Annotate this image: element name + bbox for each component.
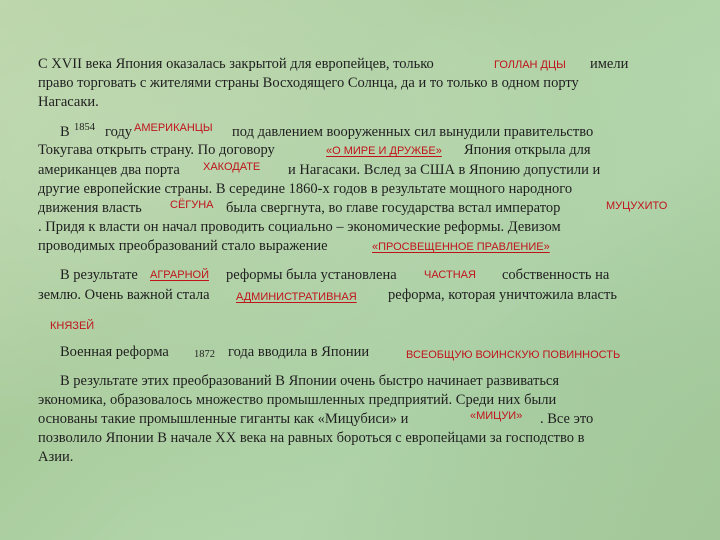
answer-mitsui: «МИЦУИ»: [470, 410, 523, 422]
p4-line1b: года вводила в Японии: [228, 344, 370, 360]
p3-line1a: В результате: [60, 267, 138, 283]
p5-line3b: . Все это: [540, 411, 594, 427]
p5-line2: экономика, образовалось множество промышленных предприятий. Среди них были: [38, 392, 557, 408]
p2-line4: другие европейские страны. В середине 1860-х годов в результате мощного народного: [38, 181, 573, 197]
p2-line2a: Токугава открыть страну. По договору: [38, 142, 275, 158]
p2-line1b: году: [105, 124, 133, 140]
p5-line5: Азии.: [38, 449, 74, 465]
answer-amerikantsy: АМЕРИКАНЦЫ: [134, 122, 213, 134]
p2-line1c: под давлением вооруженных сил вынудили правительство: [232, 124, 594, 140]
p5-line4: позволило Японии В начале XX века на равных бороться с европейцами за господство в: [38, 430, 585, 446]
p3-line1c: собственность на: [502, 267, 610, 283]
p2-line7: проводимых преобразований стало выражение: [38, 238, 328, 254]
answer-treaty: «О МИРЕ И ДРУЖБЕ»: [326, 145, 442, 157]
p2-line6: . Придя к власти он начал проводить социально – экономические реформы. Девизом: [38, 219, 561, 235]
answer-shoguna: СЁГУНА: [170, 199, 214, 211]
p1-line1b: имели: [590, 56, 629, 72]
p2-line2b: Япония открыла для: [464, 142, 591, 158]
p3-line2a: землю. Очень важной стала: [38, 287, 210, 303]
p2-line5a: движения власть: [38, 200, 142, 216]
p5-line3a: основаны такие промышленные гиганты как «Мицубиси» и: [38, 411, 409, 427]
answer-administrativnaya: АДМИНИСТРАТИВНАЯ: [236, 291, 357, 303]
answer-chastnaya: ЧАСТНАЯ: [424, 269, 476, 281]
year-1854: 1854: [74, 122, 95, 133]
p2-line3a: американцев два порта: [38, 162, 180, 178]
answer-hakodate: ХАКОДАТЕ: [203, 161, 261, 173]
p4-line1a: Военная реформа: [60, 344, 169, 360]
answer-mutsuhito: МУЦУХИТО: [606, 200, 668, 212]
p2-line3b: и Нагасаки. Вслед за США в Японию допустили и: [288, 162, 601, 178]
answer-agrarnoy: АГРАРНОЙ: [150, 269, 209, 281]
answer-motto: «ПРОСВЕЩЕННОЕ ПРАВЛЕНИЕ»: [372, 241, 550, 253]
p3-line2b: реформа, которая уничтожила власть: [388, 287, 617, 303]
p2-line5b: была свергнута, во главе государства встал император: [226, 200, 561, 216]
answer-gollandtsy: ГОЛЛАН ДЦЫ: [494, 59, 566, 71]
p2-line1a: В: [60, 124, 70, 140]
answer-knyazey: КНЯЗЕЙ: [50, 320, 95, 332]
answer-conscription: ВСЕОБЩУЮ ВОИНСКУЮ ПОВИННОСТЬ: [406, 349, 621, 361]
p1-line1a: С XVII века Япония оказалась закрытой для европейцев, только: [38, 56, 434, 72]
year-1872: 1872: [194, 349, 215, 360]
p3-line1b: реформы была установлена: [226, 267, 397, 283]
p1-line3: Нагасаки.: [38, 94, 99, 110]
p1-line2: право торговать с жителями страны Восходящего Солнца, да и то только в одном порту: [38, 75, 579, 91]
p5-line1: В результате этих преобразований В Японии очень быстро начинает развиваться: [60, 373, 560, 389]
